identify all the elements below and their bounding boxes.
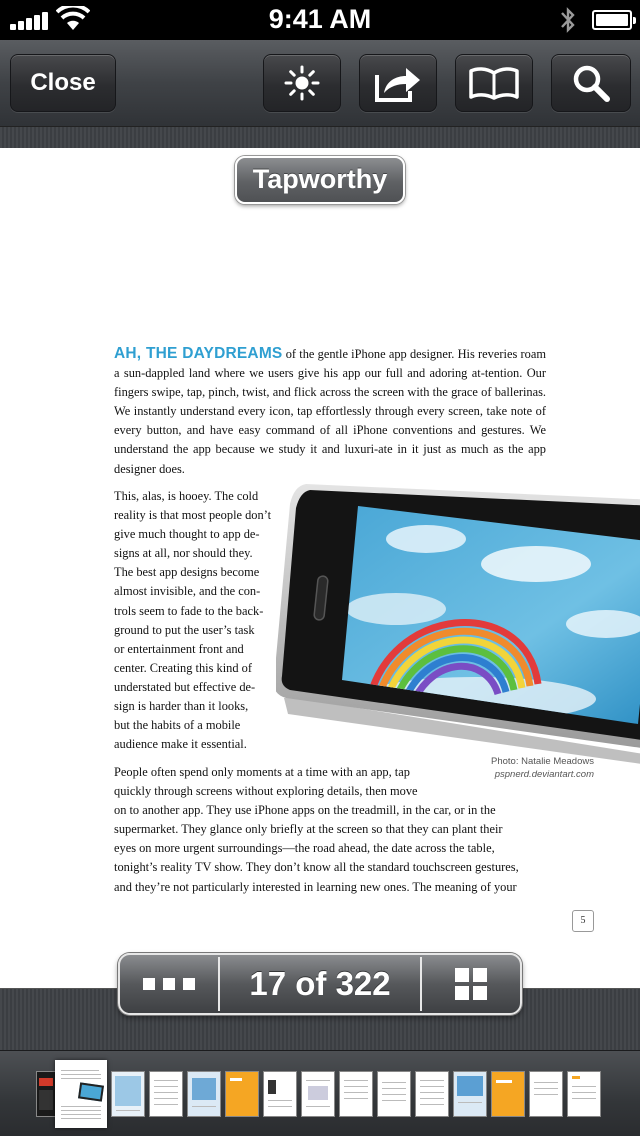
reader-toolbar: [0, 40, 640, 148]
search-button[interactable]: [551, 54, 631, 112]
close-button[interactable]: Close: [10, 54, 116, 112]
text-line: on to another app. They use iPhone apps on the treadmill, in the car, or in the: [114, 803, 496, 818]
text-line: tonight’s reality TV show. They don’t know all the standard touchscreen gestures,: [114, 860, 519, 875]
paragraph-3: [114, 763, 546, 897]
text-line: signs at all, nor should they.: [114, 546, 253, 561]
more-options-button[interactable]: [120, 955, 218, 1013]
thumbnail-page[interactable]: [491, 1071, 525, 1117]
brightness-button[interactable]: [263, 54, 341, 112]
share-button[interactable]: [359, 54, 437, 112]
grid-icon: [454, 967, 488, 1001]
status-bar: [0, 0, 640, 40]
text-line: audience make it essential.: [114, 737, 247, 752]
thumbnail-page-current[interactable]: [55, 1060, 107, 1128]
thumbnail-page[interactable]: [453, 1071, 487, 1117]
thumbnail-page[interactable]: [529, 1071, 563, 1117]
text-line: center. Creating this kind of: [114, 660, 252, 675]
page-indicator-label: 17 of 322: [249, 965, 391, 1002]
lead-in: AH, THE DAYDREAMS: [114, 345, 283, 362]
text-line: and they’re not particularly interested in learning new ones. The meaning of your: [114, 879, 517, 894]
search-icon: [571, 63, 611, 103]
book-page[interactable]: [0, 148, 640, 988]
thumbnail-page[interactable]: [149, 1071, 183, 1117]
ellipsis-icon: [141, 976, 197, 992]
text-line: understated but effective de-: [114, 679, 256, 694]
text-line: trols seem to fade to the back-: [114, 603, 264, 618]
thumbnail-page[interactable]: [187, 1071, 221, 1117]
text-line: This, alas, is hooey. The cold: [114, 489, 259, 503]
text-line: quickly through screens without exploring details, then move: [114, 784, 418, 799]
text-line: ground to put the user’s task: [114, 622, 255, 637]
text-line: reality is that most people don’t: [114, 508, 272, 523]
text-line: supermarket. They glance only briefly at the screen so that they can plant their: [114, 822, 503, 837]
page-number: 5: [572, 910, 594, 932]
share-icon: [374, 63, 422, 103]
thumbnail-page[interactable]: [567, 1071, 601, 1117]
thumbnail-page[interactable]: [36, 1071, 56, 1117]
book-title-badge: Tapworthy: [235, 156, 405, 204]
thumbnail-page[interactable]: [225, 1071, 259, 1117]
paragraph-1: [114, 344, 546, 479]
page-thumbnail-strip[interactable]: [0, 1050, 640, 1136]
photo-credit-name: Photo: Natalie Meadows: [491, 756, 594, 767]
thumbnail-page[interactable]: [415, 1071, 449, 1117]
paragraph-1-text: of the gentle iPhone app designer. His reveries roam a sun-dappled land where we users give his app our full and adoring at-tention. Our fingers swipe, tap, pinch, twist, and flick across the screen with the grace of ballerinas. We instantly understand every icon, tap effortlessly through every screen, take note of every button, and have easy command of all iPhone conventions and gestures. We understand the app because we study it and luxuri-ate in it just as much as the app designer does.: [114, 347, 546, 476]
bluetooth-icon: [558, 6, 578, 34]
thumbnail-list: [0, 1051, 640, 1136]
text-line: or entertainment front and: [114, 641, 244, 656]
text-line: eyes on more urgent surroundings—the road ahead, the date across the table,: [114, 841, 495, 856]
toolbar-texture: [0, 126, 640, 148]
battery-icon: [592, 10, 632, 30]
brightness-icon: [284, 65, 320, 101]
text-line: but the habits of a mobile: [114, 718, 241, 733]
status-time: 9:41 AM: [268, 4, 372, 34]
paragraph-2: [114, 487, 284, 754]
library-button[interactable]: [455, 54, 533, 112]
text-line: almost invisible, and the con-: [114, 584, 261, 599]
thumbnail-page[interactable]: [339, 1071, 373, 1117]
text-line: give much thought to app de-: [114, 527, 260, 542]
thumbnail-page[interactable]: [377, 1071, 411, 1117]
grid-view-button[interactable]: [422, 955, 520, 1013]
page-navigation-control: [118, 953, 522, 1015]
text-line: sign is harder than it looks,: [114, 699, 249, 714]
text-line: The best app designs become: [114, 565, 260, 580]
thumbnail-page[interactable]: [111, 1071, 145, 1117]
book-icon: [468, 65, 520, 101]
thumbnail-page[interactable]: [263, 1071, 297, 1117]
text-line: People often spend only moments at a time with an app, tap: [114, 765, 410, 779]
iphone-photo: [276, 484, 640, 766]
photo-credit-site: pspnerd.deviantart.com: [494, 769, 594, 780]
thumbnail-page[interactable]: [301, 1071, 335, 1117]
page-indicator-button[interactable]: [220, 955, 420, 1013]
